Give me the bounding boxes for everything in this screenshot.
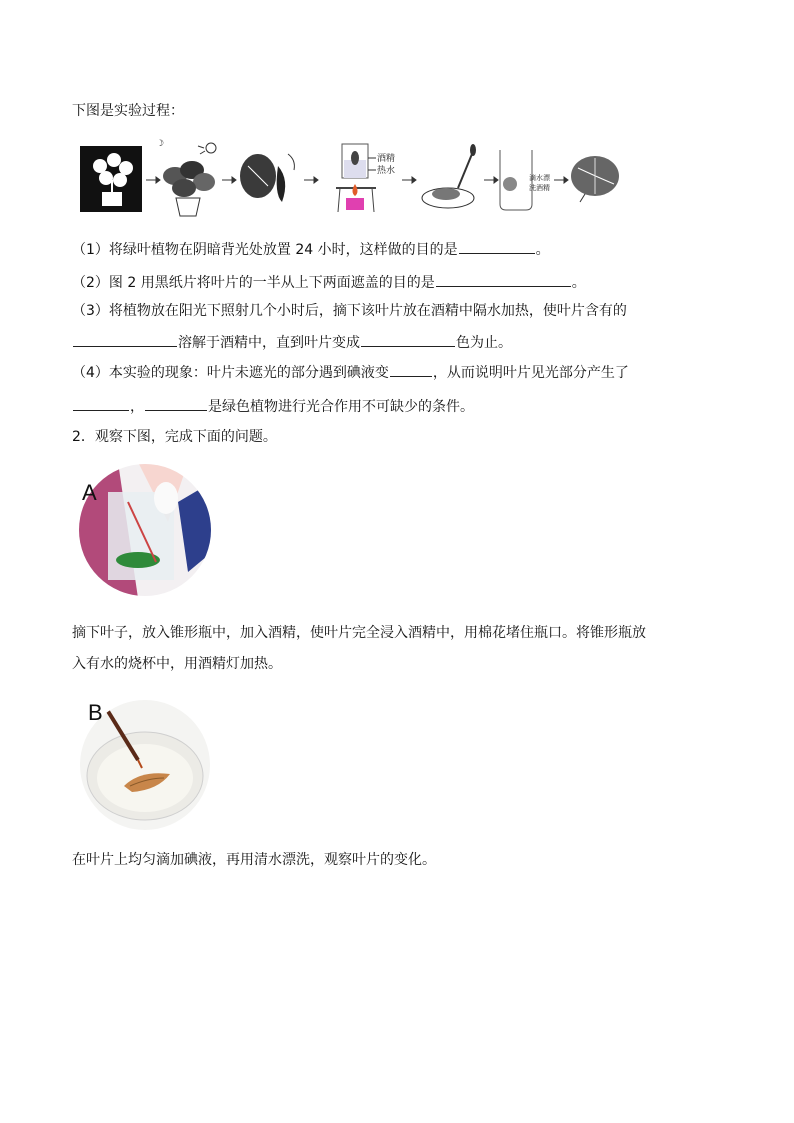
hot-water-label: 热水 <box>377 166 396 176</box>
photo-a-caption-line-2: 入有水的烧杯中，用酒精灯加热。 <box>72 656 282 672</box>
plant-in-dark-image <box>80 146 142 212</box>
leaf-covering-image <box>240 154 294 202</box>
plant-in-sunlight-image <box>156 139 216 216</box>
experiment-process-diagram <box>80 136 625 222</box>
photo-a-caption-line-1: 摘下叶子，放入锥形瓶中，加入酒精，使叶片完全浸入酒精中，用棉花堵住瓶口。将锥形瓶放 <box>72 625 646 641</box>
rinse-label-1: 滴水漂 <box>529 174 550 182</box>
answer-blank-1[interactable] <box>459 239 535 254</box>
photo-b-label: B <box>88 700 103 725</box>
result-leaf-image <box>571 156 619 202</box>
intro-text: 下图是实验过程： <box>72 103 184 119</box>
answer-blank-3b[interactable] <box>361 332 455 347</box>
beaker-rinse-image <box>500 150 550 210</box>
question-2: （2）图 2 用黑纸片将叶片的一半从上下两面遮盖的目的是 。 <box>72 272 586 293</box>
iodine-dropping-image <box>422 144 476 208</box>
photo-a-alcohol-heating-image <box>78 462 212 598</box>
question-4-line-2: ， 是绿色植物进行光合作用不可缺少的条件。 <box>72 396 474 417</box>
rinse-label-2: 洗酒精 <box>529 184 550 192</box>
question-3-line-2: 溶解于酒精中，直到叶片变成 色为止。 <box>72 332 512 353</box>
alcohol-label: 酒精 <box>377 154 396 164</box>
photo-b-caption: 在叶片上均匀滴加碘液，再用清水漂洗，观察叶片的变化。 <box>72 852 436 868</box>
svg-text:☽: ☽ <box>156 139 165 149</box>
answer-blank-3a[interactable] <box>73 332 177 347</box>
photo-a-label: A <box>82 480 97 505</box>
answer-blank-4b[interactable] <box>73 396 129 411</box>
arrow-icon <box>146 177 160 183</box>
water-bath-heating-image <box>336 144 395 212</box>
question-4-line-1: （4）本实验的现象：叶片未遮光的部分遇到碘液变 ，从而说明叶片见光部分产生了 <box>72 362 629 383</box>
answer-blank-4c[interactable] <box>145 396 207 411</box>
question-3-line-1: （3）将植物放在阳光下照射几个小时后，摘下该叶片放在酒精中隔水加热，使叶片含有的 <box>72 303 627 319</box>
answer-blank-2[interactable] <box>436 272 571 287</box>
question-1: （1）将绿叶植物在阴暗背光处放置 24 小时，这样做的目的是 。 <box>72 239 550 260</box>
question-2-title: 2．观察下图，完成下面的问题。 <box>72 429 277 445</box>
answer-blank-4a[interactable] <box>390 362 432 377</box>
